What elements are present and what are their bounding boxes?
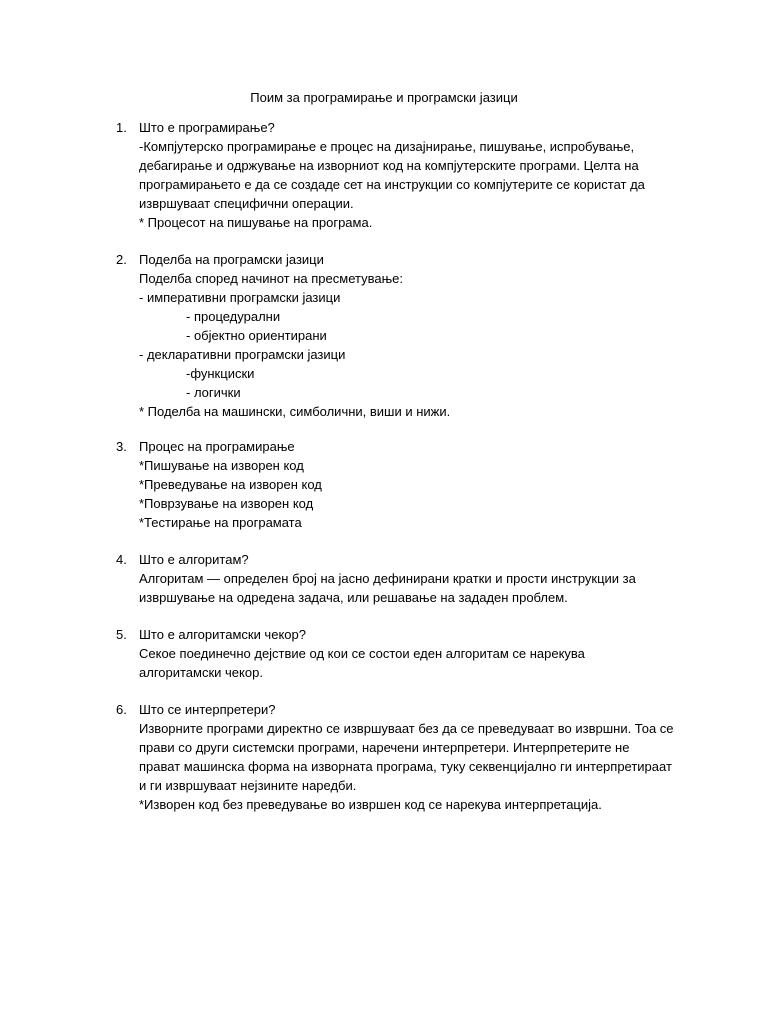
paragraph-line: -Компјутерско програмирање е процес на дизајнирање, пишување, испробување, bbox=[139, 139, 635, 154]
paragraph-line: прави со други системски програми, наречени интерпретери. Интерпретерите не bbox=[139, 740, 630, 755]
section-heading: Што е алгоритамски чекор? bbox=[139, 627, 306, 642]
list-item: *Пишување на изворен код bbox=[139, 458, 304, 473]
section-heading: Процес на програмирање bbox=[139, 439, 295, 454]
paragraph-line: Алгоритам — определен број на јасно дефинирани кратки и прости инструкции за bbox=[139, 571, 636, 586]
section-heading: Што е програмирање? bbox=[139, 120, 275, 135]
section-heading: Што е алгоритам? bbox=[139, 552, 249, 567]
paragraph-line: Изворните програми директно се извршуваат без да се преведуваат во извршни. Тоа се bbox=[139, 721, 674, 736]
sub-list-item: - процедурални bbox=[186, 309, 281, 324]
sub-list-item: - објектно ориентирани bbox=[186, 328, 327, 343]
list-item: - декларативни програмски јазици bbox=[139, 347, 346, 362]
section-number: 1. bbox=[116, 120, 127, 135]
note-line: *Изворен код без преведување во извршен код се нарекува интерпретација. bbox=[139, 797, 602, 812]
list-item: - императивни програмски јазици bbox=[139, 290, 341, 305]
sub-list-item: - логички bbox=[186, 385, 241, 400]
section-heading: Што се интерпретери? bbox=[139, 702, 276, 717]
paragraph-line: Поделба според начинот на пресметување: bbox=[139, 271, 403, 286]
section-number: 5. bbox=[116, 627, 127, 642]
paragraph-line: и ги извршуваат нејзините наредби. bbox=[139, 778, 357, 793]
paragraph-line: програмирањето е да се создаде сет на инструкции со компјутерите се користат да bbox=[139, 177, 645, 192]
section-number: 3. bbox=[116, 439, 127, 454]
section-number: 4. bbox=[116, 552, 127, 567]
paragraph-line: прават машинска форма на изворната програма, туку секвенцијално ги интерпретираат bbox=[139, 759, 672, 774]
list-item: *Преведување на изворен код bbox=[139, 477, 322, 492]
list-item: *Поврзување на изворен код bbox=[139, 496, 314, 511]
paragraph-line: дебагирање и одржување на изворниот код на компјутерските програми. Целта на bbox=[139, 158, 639, 173]
paragraph-line: извршување на одредена задача, или решавање на зададен проблем. bbox=[139, 590, 568, 605]
section-number: 6. bbox=[116, 702, 127, 717]
section-heading: Поделба на програмски јазици bbox=[139, 252, 324, 267]
note-line: * Поделба на машински, симболични, виши и нижи. bbox=[139, 404, 451, 419]
paragraph-line: извршуваат специфични операции. bbox=[139, 196, 354, 211]
note-line: * Процесот на пишување на програма. bbox=[139, 215, 373, 230]
paragraph-line: алгоритамски чекор. bbox=[139, 665, 263, 680]
list-item: *Тестирање на програмата bbox=[139, 515, 302, 530]
paragraph-line: Секое поединечно дејствие од кои се состои еден алгоритам се нарекува bbox=[139, 646, 585, 661]
document-title: Поим за програмирање и програмски јазици bbox=[250, 90, 518, 105]
section-number: 2. bbox=[116, 252, 127, 267]
sub-list-item: -функциски bbox=[186, 366, 255, 381]
